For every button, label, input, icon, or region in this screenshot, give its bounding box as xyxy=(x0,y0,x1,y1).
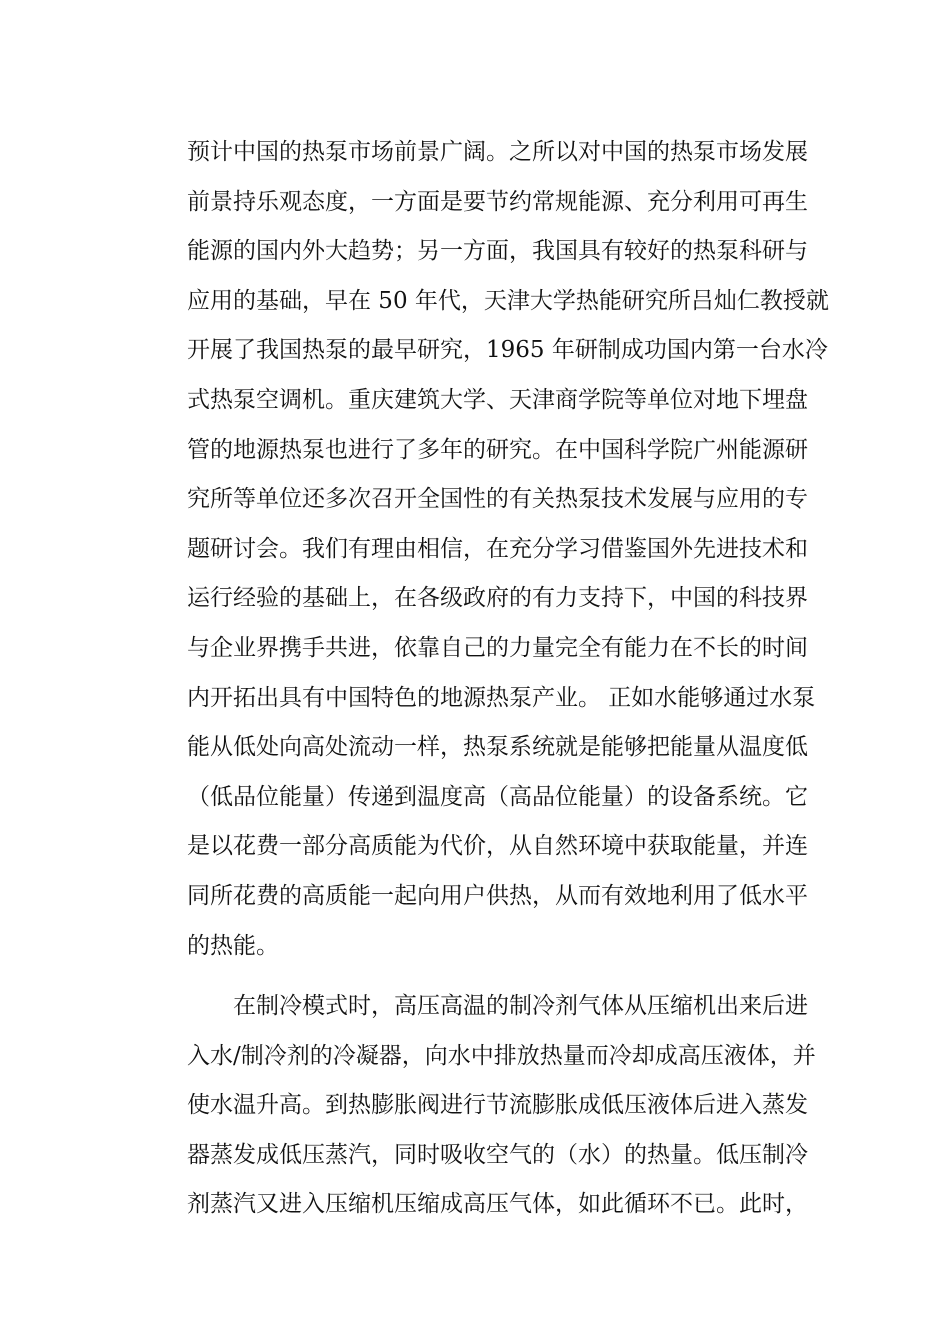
text-line: 管的地源热泵也进行了多年的研究。在中国科学院广州能源研 xyxy=(187,436,808,463)
paragraph-cooling-mode xyxy=(187,982,816,1230)
text-line: 题研讨会。我们有理由相信，在充分学习借鉴国外先进技术和 xyxy=(187,535,808,562)
text-line: 究所等单位还多次召开全国性的有关热泵技术发展与应用的专 xyxy=(187,486,808,513)
text-line: 剂蒸汽又进入压缩机压缩成高压气体，如此循环不已。此时， xyxy=(187,1191,808,1218)
text-line: 的热能。 xyxy=(187,932,279,959)
text-line: 应用的基础，早在 50 年代，天津大学热能研究所吕灿仁教授就 xyxy=(187,287,829,314)
text-line: 前景持乐观态度，一方面是要节约常规能源、充分利用可再生 xyxy=(187,188,808,215)
text-line: （低品位能量）传递到温度高（高品位能量）的设备系统。它 xyxy=(187,783,808,810)
text-line: 预计中国的热泵市场前景广阔。之所以对中国的热泵市场发展 xyxy=(187,139,808,165)
text-line: 运行经验的基础上，在各级政府的有力支持下，中国的科技界 xyxy=(187,585,808,612)
text-line: 内开拓出具有中国特色的地源热泵产业。 正如水能够通过水泵 xyxy=(187,684,816,711)
text-line: 同所花费的高质能一起向用户供热，从而有效地利用了低水平 xyxy=(187,882,808,909)
text-line: 是以花费一部分高质能为代价，从自然环境中获取能量，并连 xyxy=(187,833,808,860)
text-line: 在制冷模式时，高压高温的制冷剂气体从压缩机出来后进 xyxy=(233,993,808,1019)
text-line: 能从低处向高处流动一样，热泵系统就是能够把能量从温度低 xyxy=(187,734,808,761)
text-line: 使水温升高。到热膨胀阀进行节流膨胀成低压液体后进入蒸发 xyxy=(187,1092,808,1119)
text-line: 式热泵空调机。重庆建筑大学、天津商学院等单位对地下埋盘 xyxy=(187,386,808,413)
text-line: 开展了我国热泵的最早研究，1965 年研制成功国内第一台水冷 xyxy=(187,337,828,364)
text-line: 入水/制冷剂的冷凝器，向水中排放热量而冷却成高压液体，并 xyxy=(187,1042,816,1069)
text-line: 与企业界携手共进，依靠自己的力量完全有能力在不长的时间 xyxy=(187,634,808,661)
paragraph-heat-pump-outlook xyxy=(187,128,829,971)
text-line: 能源的国内外大趋势；另一方面，我国具有较好的热泵科研与 xyxy=(187,238,808,265)
text-line: 器蒸发成低压蒸汽，同时吸收空气的（水）的热量。低压制冷 xyxy=(187,1141,808,1168)
